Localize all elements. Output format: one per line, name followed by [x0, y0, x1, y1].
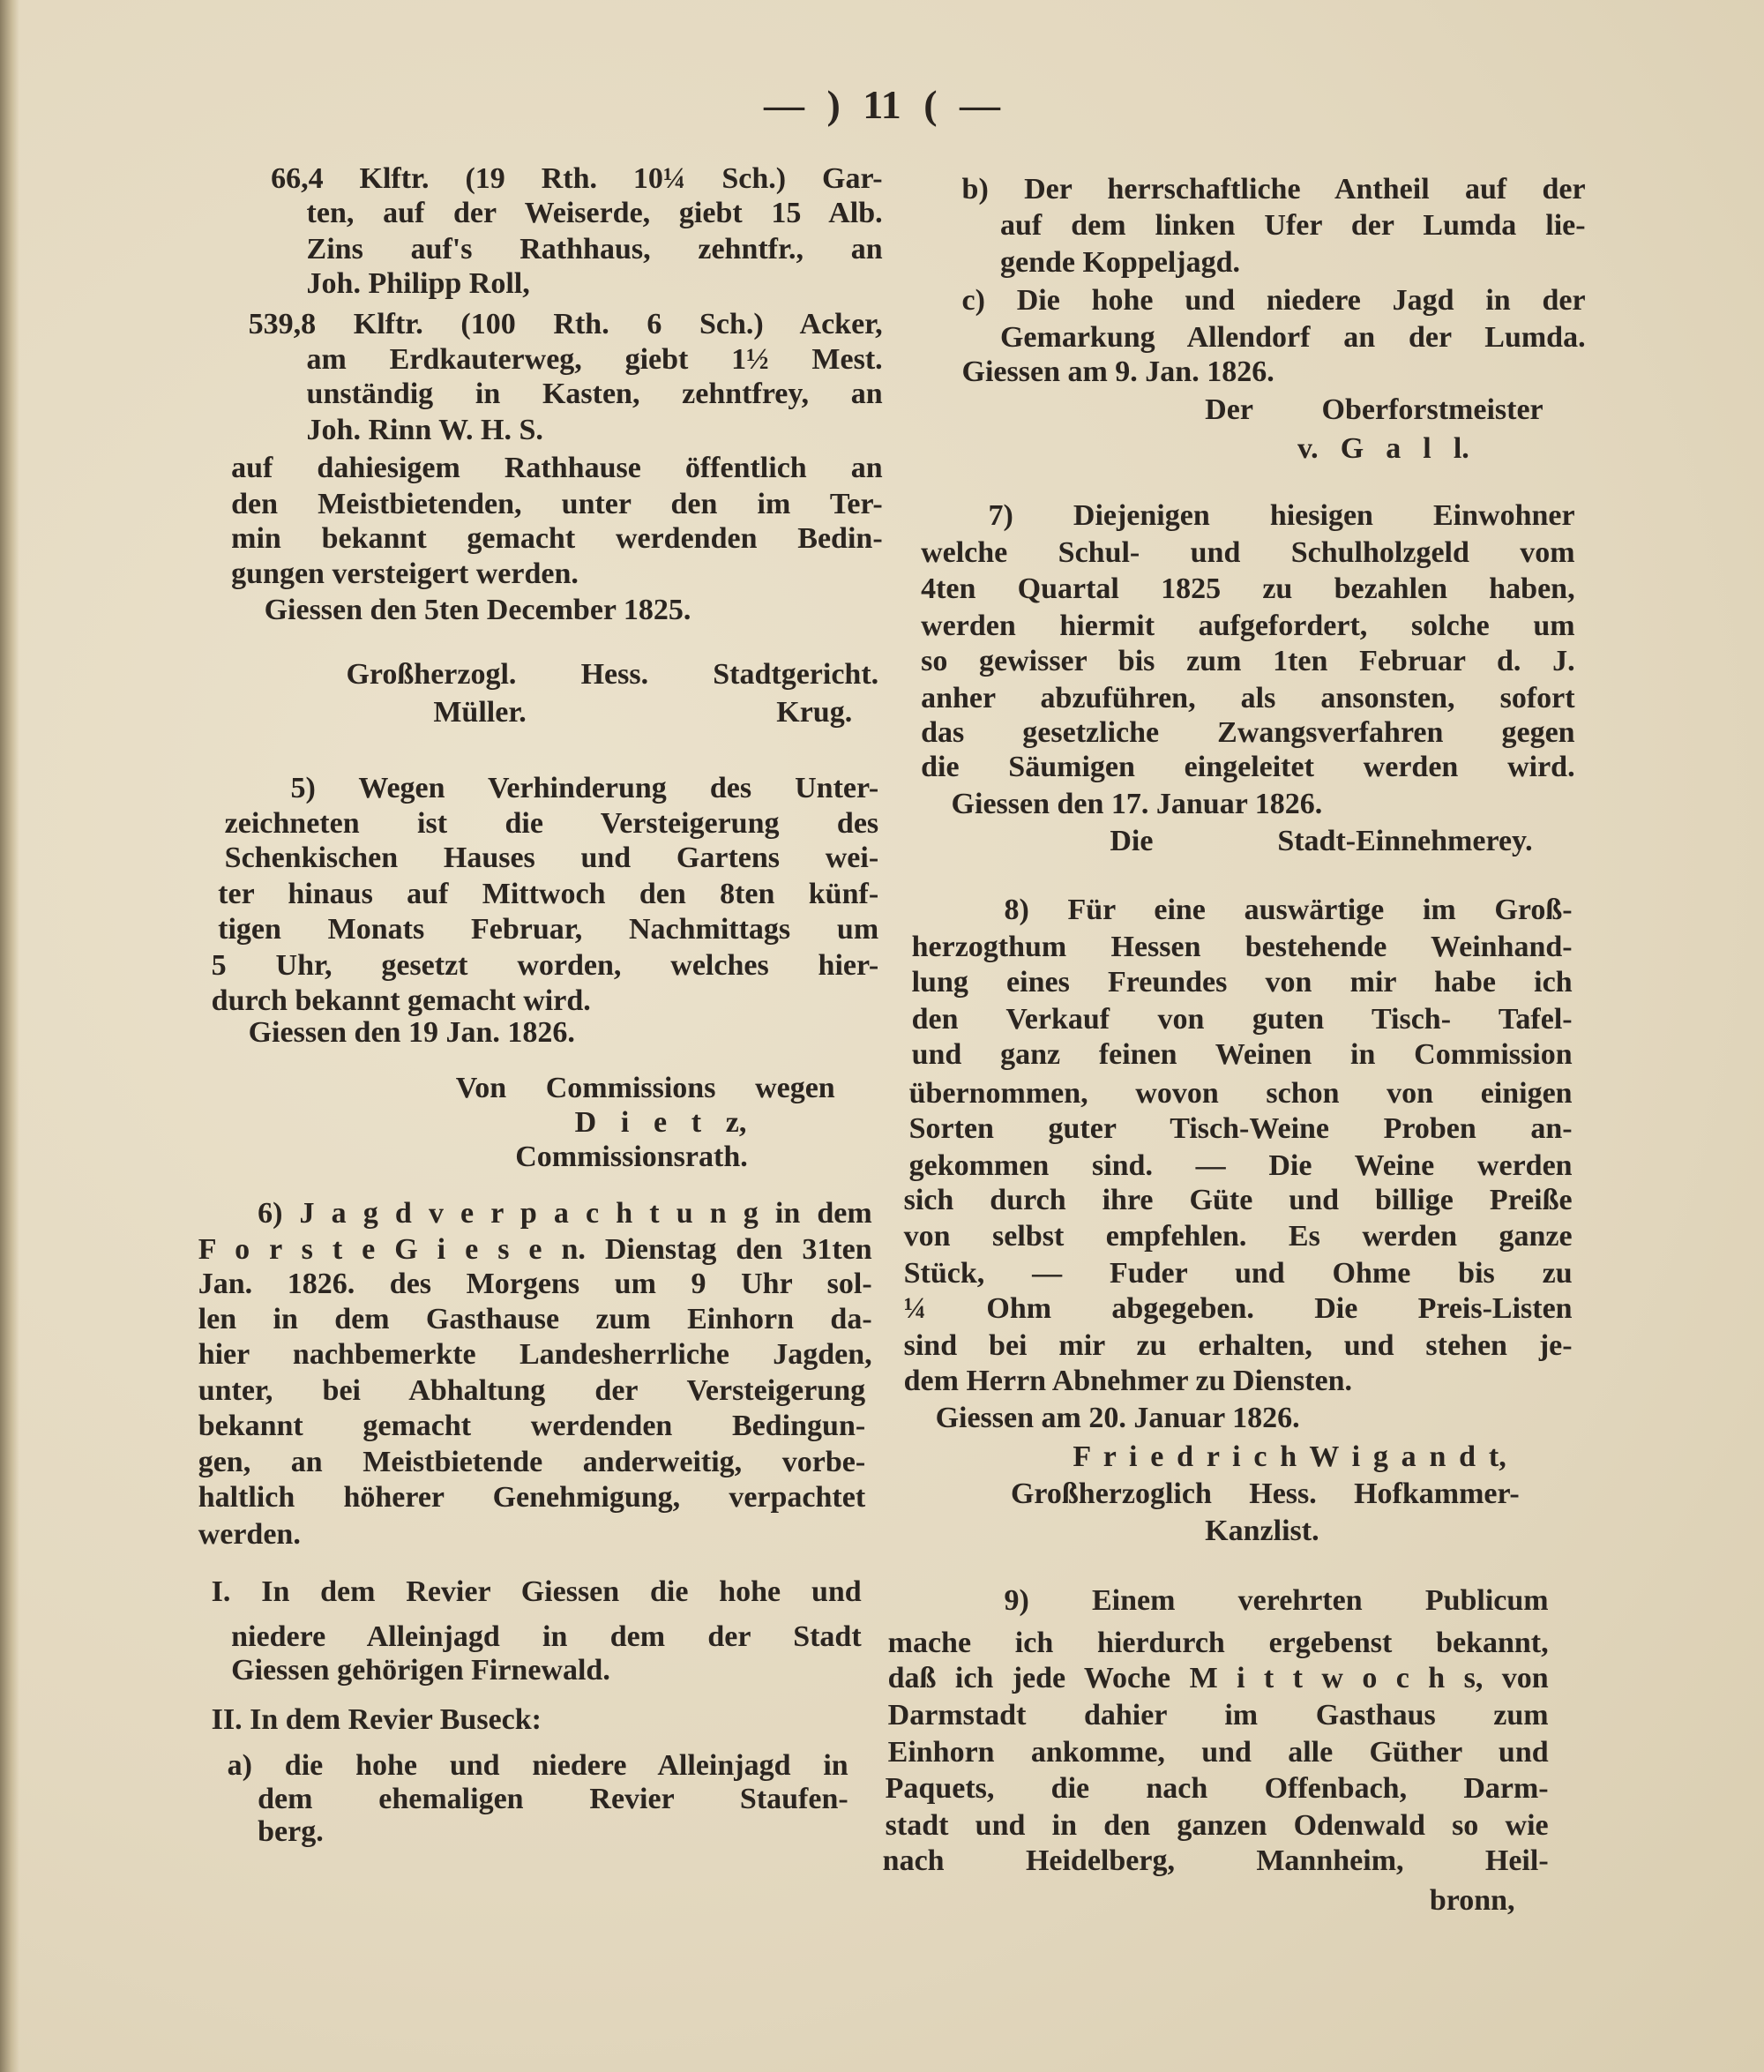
text-line: 6) J a g d v e r p a c h t u n g in dem: [258, 1197, 872, 1230]
text-line: das gesetzliche Zwangsverfahren gegen: [921, 715, 1575, 749]
text-line: auf dahiesigem Rathhause öffentlich an: [231, 452, 883, 485]
text-line: sind bei mir zu erhalten, und stehen je-: [903, 1328, 1573, 1362]
text-line: Gemarkung Allendorf an der Lumda.: [999, 320, 1586, 354]
text-line: mache ich hierdurch ergebenst bekannt,: [887, 1627, 1549, 1659]
text-line: I. In dem Revier Giessen die hohe und: [211, 1575, 862, 1608]
text-line: herzogthum Hessen bestehende Weinhand-: [911, 930, 1573, 963]
text-line: werden.: [198, 1518, 301, 1552]
text-line: Großherzogl. Hess. Stadtgericht.: [346, 657, 879, 691]
text-line: den Verkauf von guten Tisch- Tafel-: [911, 1002, 1573, 1036]
text-line: ter hinaus auf Mittwoch den 8ten künf-: [218, 877, 879, 910]
text-line: b) Der herrschaftliche Antheil auf der: [961, 173, 1586, 206]
text-line: Joh. Philipp Roll,: [306, 266, 530, 300]
text-line: 7) Diejenigen hiesigen Einwohner: [988, 499, 1575, 533]
text-line: ¼ Ohm abgegeben. Die Preis-Listen: [903, 1292, 1573, 1326]
text-line: sich durch ihre Güte und billige Preiße: [903, 1184, 1573, 1217]
text-line: Giessen am 20. Januar 1826.: [935, 1402, 1300, 1435]
text-line: so gewisser bis zum 1ten Februar d. J.: [921, 644, 1575, 677]
text-line: nach Heidelberg, Mannheim, Heil-: [882, 1844, 1549, 1878]
text-line: niedere Alleinjagd in dem der Stadt: [231, 1619, 862, 1653]
text-line: zeichneten ist die Versteigerung des: [224, 807, 879, 841]
text-line: II. In dem Revier Buseck:: [211, 1702, 542, 1736]
text-line: welche Schul- und Schulholzgeld vom: [921, 536, 1575, 570]
text-line: Schenkischen Hauses und Gartens wei-: [224, 842, 879, 875]
text-line: gungen versteigert werden.: [231, 557, 579, 591]
text-line: haltlich höherer Genehmigung, verpachtet: [198, 1481, 866, 1515]
text-line: 66,4 Klftr. (19 Rth. 10¼ Sch.) Gar-: [271, 162, 883, 196]
text-line: Giessen den 5ten December 1825.: [264, 593, 691, 626]
text-line: Großherzoglich Hess. Hofkammer-: [1010, 1477, 1520, 1510]
text-line: den Meistbietenden, unter den im Ter-: [231, 487, 883, 520]
text-line: min bekannt gemacht werdenden Bedin-: [231, 521, 883, 555]
text-line: bekannt gemacht werdenden Bedingun-: [198, 1410, 866, 1443]
text-line: stadt und in den ganzen Odenwald so wie: [885, 1808, 1549, 1842]
text-line: gen, an Meistbietende anderweitig, vorbe-: [198, 1445, 866, 1478]
text-line: gekommen sind. — Die Weine werden: [908, 1149, 1573, 1183]
text-line: von selbst empfehlen. Es werden ganze: [903, 1219, 1573, 1253]
text-line: Giessen am 9. Jan. 1826.: [961, 355, 1274, 388]
text-line: auf dem linken Ufer der Lumda lie-: [999, 208, 1586, 242]
text-line: Zins auf's Rathhaus, zehntfr., an: [306, 232, 883, 266]
text-line: a) die hohe und niedere Alleinjagd in: [227, 1749, 848, 1783]
text-line: Die Stadt-Einnehmerey.: [1110, 824, 1533, 857]
text-line: durch bekannt gemacht wird.: [211, 984, 591, 1017]
text-line: 539,8 Klftr. (100 Rth. 6 Sch.) Acker,: [248, 308, 883, 340]
text-line: ten, auf der Weiserde, giebt 15 Alb.: [306, 197, 883, 230]
text-line: 8) Für eine auswärtige im Groß-: [1004, 893, 1573, 926]
text-line: c) Die hohe und niedere Jagd in der: [961, 284, 1586, 318]
text-line: werden hiermit aufgefordert, solche um: [921, 609, 1575, 642]
text-line: 4ten Quartal 1825 zu bezahlen haben,: [921, 572, 1575, 605]
text-line: übernommen, wovon schon von einigen: [908, 1076, 1573, 1110]
text-line: Kanzlist.: [1205, 1514, 1319, 1547]
text-line: gende Koppeljagd.: [999, 245, 1241, 279]
text-line: unter, bei Abhaltung der Versteigerung: [198, 1373, 866, 1407]
text-line: anher abzuführen, als ansonsten, sofort: [921, 681, 1575, 714]
text-line: v. G a l l.: [1297, 431, 1469, 465]
text-line: D i e t z,: [574, 1105, 747, 1139]
text-line: Jan. 1826. des Morgens um 9 Uhr sol-: [198, 1267, 872, 1300]
text-line: F o r s t e G i e s e n. Dienstag den 31ten: [198, 1232, 872, 1266]
text-line: lung eines Freundes von mir habe ich: [911, 966, 1573, 999]
page-number-header: — ) 11 ( —: [763, 82, 1001, 127]
text-line: Giessen den 17. Januar 1826.: [951, 787, 1323, 820]
text-line: die Säumigen eingeleitet werden wird.: [921, 750, 1575, 783]
text-line: hier nachbemerkte Landesherrliche Jagden,: [198, 1338, 872, 1372]
text-line: dem ehemaligen Revier Staufen-: [258, 1782, 848, 1815]
text-line: bronn,: [1429, 1884, 1515, 1918]
text-line: Joh. Rinn W. H. S.: [306, 413, 543, 446]
text-line: F r i e d r i c h W i g a n d t,: [1073, 1440, 1506, 1473]
page-edge-shadow: [0, 0, 19, 2072]
text-line: unständig in Kasten, zehntfrey, an: [306, 378, 883, 411]
text-line: Von Commissions wegen: [455, 1071, 835, 1104]
text-line: Müller. Krug.: [433, 696, 853, 729]
text-line: Sorten guter Tisch-Weine Proben an-: [908, 1112, 1573, 1146]
text-line: daß ich jede Woche M i t t w o c h s, von: [887, 1662, 1549, 1695]
text-line: am Erdkauterweg, giebt 1½ Mest.: [306, 343, 883, 377]
text-line: 5) Wegen Verhinderung des Unter-: [290, 771, 879, 804]
text-line: Giessen gehörigen Firnewald.: [231, 1654, 610, 1687]
text-line: Darmstadt dahier im Gasthaus zum: [887, 1699, 1549, 1732]
text-line: Paquets, die nach Offenbach, Darm-: [885, 1771, 1549, 1805]
text-line: len in dem Gasthause zum Einhorn da-: [198, 1303, 872, 1335]
text-line: berg.: [258, 1815, 324, 1849]
text-line: Stück, — Fuder und Ohme bis zu: [903, 1256, 1573, 1290]
text-line: dem Herrn Abnehmer zu Diensten.: [903, 1365, 1353, 1398]
text-line: Einhorn ankomme, und alle Güther und: [887, 1736, 1549, 1769]
text-line: und ganz feinen Weinen in Commission: [911, 1038, 1573, 1072]
text-line: 9) Einem verehrten Publicum: [1004, 1584, 1549, 1618]
text-line: Commissionsrath.: [515, 1140, 748, 1173]
text-line: 5 Uhr, gesetzt worden, welches hier-: [211, 948, 879, 982]
text-line: tigen Monats Februar, Nachmittags um: [218, 913, 879, 946]
text-line: Der Oberforstmeister: [1205, 393, 1544, 427]
text-line: Giessen den 19 Jan. 1826.: [248, 1015, 575, 1049]
